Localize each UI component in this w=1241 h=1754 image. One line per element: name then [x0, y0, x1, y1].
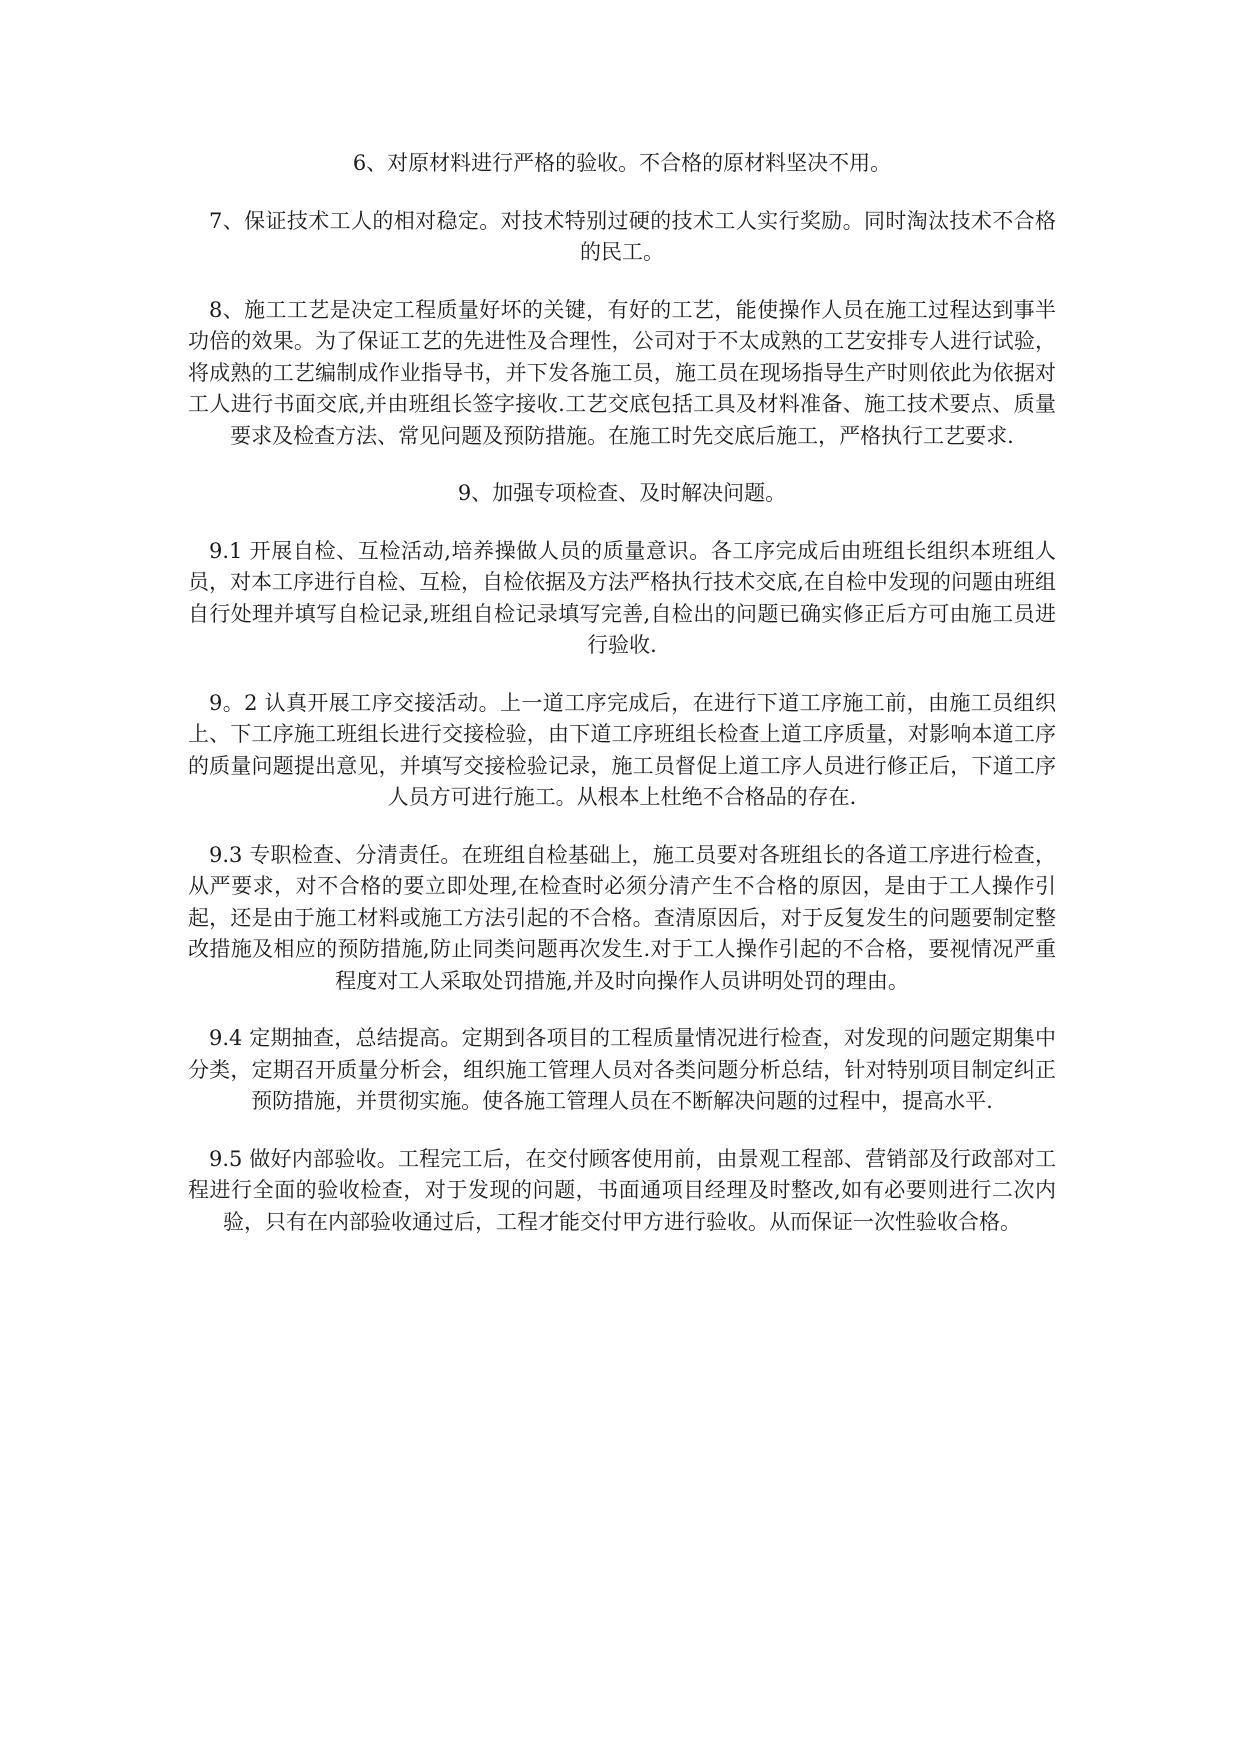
paragraph-item-6: 6、对原材料进行严格的验收。不合格的原材料坚决不用。 [352, 151, 892, 175]
paragraph-item-9-5: 9.5 做好内部验收。工程完工后，在交付顾客使用前，由景观工程部、营销部及行政部对工程进行全面的验收检查，对于发现的问题，书面通项目经理及时整改,如有必要则进行二次内验，只有在内部验收通过后，工程才能交付甲方进行验收。从而保证一次性验收合格。 [188, 1146, 1056, 1234]
section-heading-9: 9、加强专项检查、及时解决问题。 [457, 481, 787, 505]
paragraph-item-9-4: 9.4 定期抽查，总结提高。定期到各项目的工程质量情况进行检查，对发现的问题定期集中分类，定期召开质量分析会，组织施工管理人员对各类问题分析总结，针对特别项目制定纠正预防措施，并贯彻实施。使各施工管理人员在不断解决问题的过程中，提高水平. [188, 1026, 1056, 1113]
paragraph-item-8: 8、施工工艺是决定工程质量好坏的关键，有好的工艺，能使操作人员在施工过程达到事半功倍的效果。为了保证工艺的先进性及合理性，公司对于不太成熟的工艺安排专人进行试验，将成熟的工艺编制成作业指导书，并下发各施工员，施工员在现场指导生产时则依此为依据对工人进行书面交底,并由班组长签字接收.工艺交底包括工具及材料准备、施工技术要点、质量要求及检查方法、常见问题及预防措施。在施工时先交底后施工，严格执行工艺要求. [188, 297, 1056, 448]
paragraph-item-7: 7、保证技术工人的相对稳定。对技术特别过硬的技术工人实行奖励。同时淘汰技术不合格的民工。 [209, 208, 1056, 264]
paragraph-item-9-2: 9。2 认真开展工序交接活动。上一道工序完成后，在进行下道工序施工前，由施工员组织上、下工序施工班组长进行交接检验，由下道工序班组长检查上道工序质量，对影响本道工序的质量问题提出意见，并填写交接检验记录，施工员督促上道工序人员进行修正后，下道工序人员方可进行施工。从根本上杜绝不合格品的存在. [188, 690, 1056, 809]
document-page [188, 148, 1056, 1264]
paragraph-item-9-1: 9.1 开展自检、互检活动,培养操做人员的质量意识。各工序完成后由班组长组织本班组人员，对本工序进行自检、互检，自检依据及方法严格执行技术交底,在自检中发现的问题由班组自行处理并填写自检记录,班组自检记录填写完善,自检出的问题已确实修正后方可由施工员进行验收. [188, 538, 1056, 657]
paragraph-item-9-3: 9.3 专职检查、分清责任。在班组自检基础上，施工员要对各班组长的各道工序进行检查，从严要求，对不合格的要立即处理,在检查时必须分清产生不合格的原因，是由于工人操作引起，还是由于施工材料或施工方法引起的不合格。查清原因后，对于反复发生的问题要制定整改措施及相应的预防措施,防止同类问题再次发生.对于工人操作引起的不合格，要视情况严重程度对工人采取处罚措施,并及时向操作人员讲明处罚的理由。 [188, 842, 1056, 993]
